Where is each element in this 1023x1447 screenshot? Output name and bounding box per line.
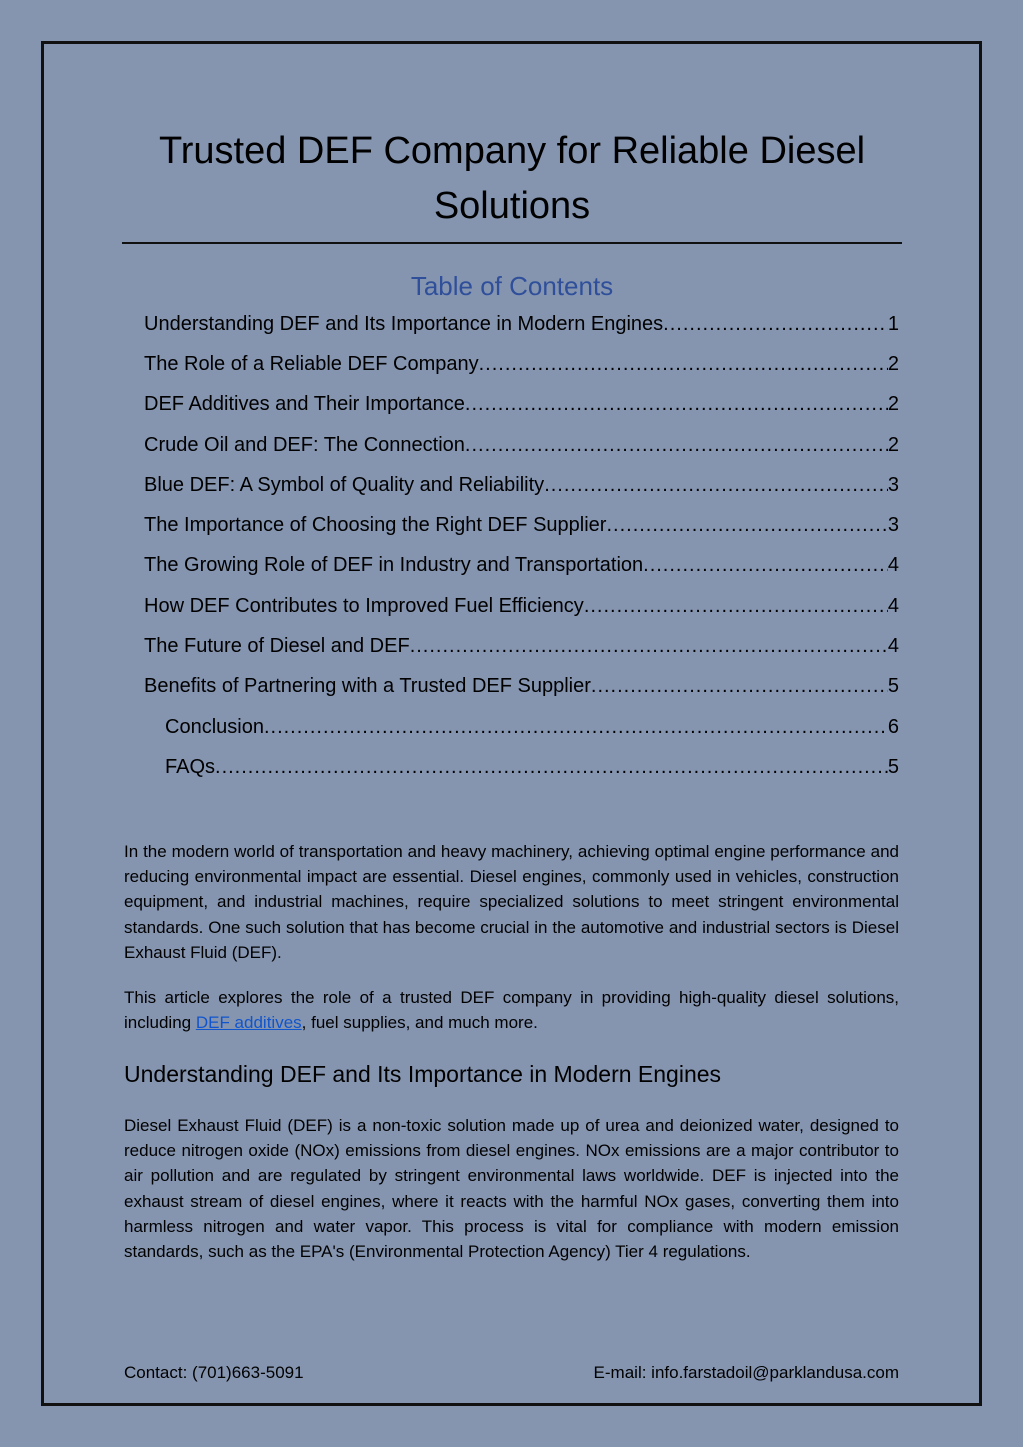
overview-paragraph (124, 985, 899, 1035)
toc-leader-dots (544, 474, 888, 497)
toc-leader-dots (584, 595, 888, 618)
toc-item[interactable] (144, 667, 899, 707)
table-of-contents (144, 304, 899, 788)
overview-text-end: , fuel supplies, and much more. (301, 1013, 538, 1033)
toc-item-page: 2 (887, 393, 899, 416)
toc-leader-dots (410, 635, 888, 658)
footer-email: E-mail: info.farstadoil@parklandusa.com (593, 1363, 899, 1382)
toc-leader-dots (215, 756, 888, 779)
toc-item[interactable] (144, 304, 899, 344)
document-title: Trusted DEF Company for Reliable Diesel Solutions (158, 130, 866, 227)
section-paragraph: Diesel Exhaust Fluid (DEF) is a non-toxic solution made up of urea and deionized water, designed to reduce nitrogen oxide (NOx) emissions from diesel engines. NOx emissions are a major contributor to air pollution and are regulated by stringent environmental laws worldwide. DEF is injected into the exhaust stream of diesel engines, where it reacts with the harmful NOx gases, converting them into harmless nitrogen and water vapor. This process is vital for compliance with modern emission standards, such as the EPA's (Environmental Protection Agency) Tier 4 regulations. (124, 1116, 899, 1262)
toc-item-page: 5 (887, 675, 899, 698)
footer-contact: Contact: (701)663-5091 (124, 1363, 304, 1382)
toc-item[interactable] (144, 546, 899, 586)
toc-item-title: FAQs (165, 755, 216, 778)
toc-item-page: 3 (887, 514, 899, 537)
toc-item[interactable] (144, 385, 899, 425)
toc-item-page: 5 (887, 755, 899, 778)
toc-item[interactable] (144, 344, 899, 384)
toc-item-title: The Importance of Choosing the Right DEF Supplier (144, 514, 607, 537)
toc-item[interactable] (144, 747, 899, 787)
section-heading: Understanding DEF and Its Importance in Modern Engines (124, 1061, 722, 1087)
toc-leader-dots (264, 716, 888, 739)
toc-item-title: How DEF Contributes to Improved Fuel Efficiency (144, 594, 584, 617)
toc-item-title: Crude Oil and DEF: The Connection (144, 433, 465, 456)
toc-item-title: Understanding DEF and Its Importance in Modern Engines (144, 312, 664, 335)
toc-leader-dots (591, 675, 888, 698)
toc-leader-dots (465, 434, 888, 457)
toc-item[interactable] (144, 586, 899, 626)
toc-item-page: 3 (887, 473, 899, 496)
toc-item-title: The Future of Diesel and DEF (144, 635, 410, 658)
toc-item-page: 6 (887, 715, 899, 738)
intro-paragraph: In the modern world of transportation and heavy machinery, achieving optimal engine performance and reducing environmental impact are essential. Diesel engines, commonly used in vehicles, construction equipment, and industrial machines, require specialized solutions to meet stringent environmental standards. One such solution that has become crucial in the automotive and industrial sectors is Diesel Exhaust Fluid (DEF). (124, 842, 899, 962)
toc-leader-dots (606, 514, 887, 537)
toc-item-title: Benefits of Partnering with a Trusted DEF Supplier (144, 675, 591, 698)
toc-heading: Table of Contents (410, 271, 614, 301)
toc-leader-dots (643, 554, 888, 577)
toc-item[interactable] (144, 707, 899, 747)
toc-item-page: 2 (887, 433, 899, 456)
toc-item[interactable] (144, 465, 899, 505)
toc-item-page: 2 (887, 352, 899, 375)
toc-leader-dots (663, 313, 888, 336)
toc-item-title: The Role of a Reliable DEF Company (144, 352, 479, 375)
def-additives-link[interactable]: DEF additives (195, 1013, 302, 1033)
toc-item-title: Conclusion (165, 715, 264, 738)
toc-item-page: 4 (887, 635, 899, 658)
toc-item[interactable] (144, 425, 899, 465)
toc-item-page: 1 (887, 312, 899, 335)
toc-item-title: The Growing Role of DEF in Industry and Transportation (144, 554, 644, 577)
toc-item-page: 4 (887, 594, 899, 617)
toc-item-title: Blue DEF: A Symbol of Quality and Reliability (144, 473, 545, 496)
title-divider (122, 242, 902, 244)
overview-text-start: This article explores the role of a trusted DEF company in providing high-quality diesel solutions, including (124, 988, 899, 1033)
toc-item[interactable] (144, 626, 899, 666)
toc-leader-dots (465, 393, 888, 416)
toc-leader-dots (479, 353, 888, 376)
toc-item-page: 4 (887, 554, 899, 577)
toc-item[interactable] (144, 505, 899, 545)
toc-item-title: DEF Additives and Their Importance (144, 393, 465, 416)
